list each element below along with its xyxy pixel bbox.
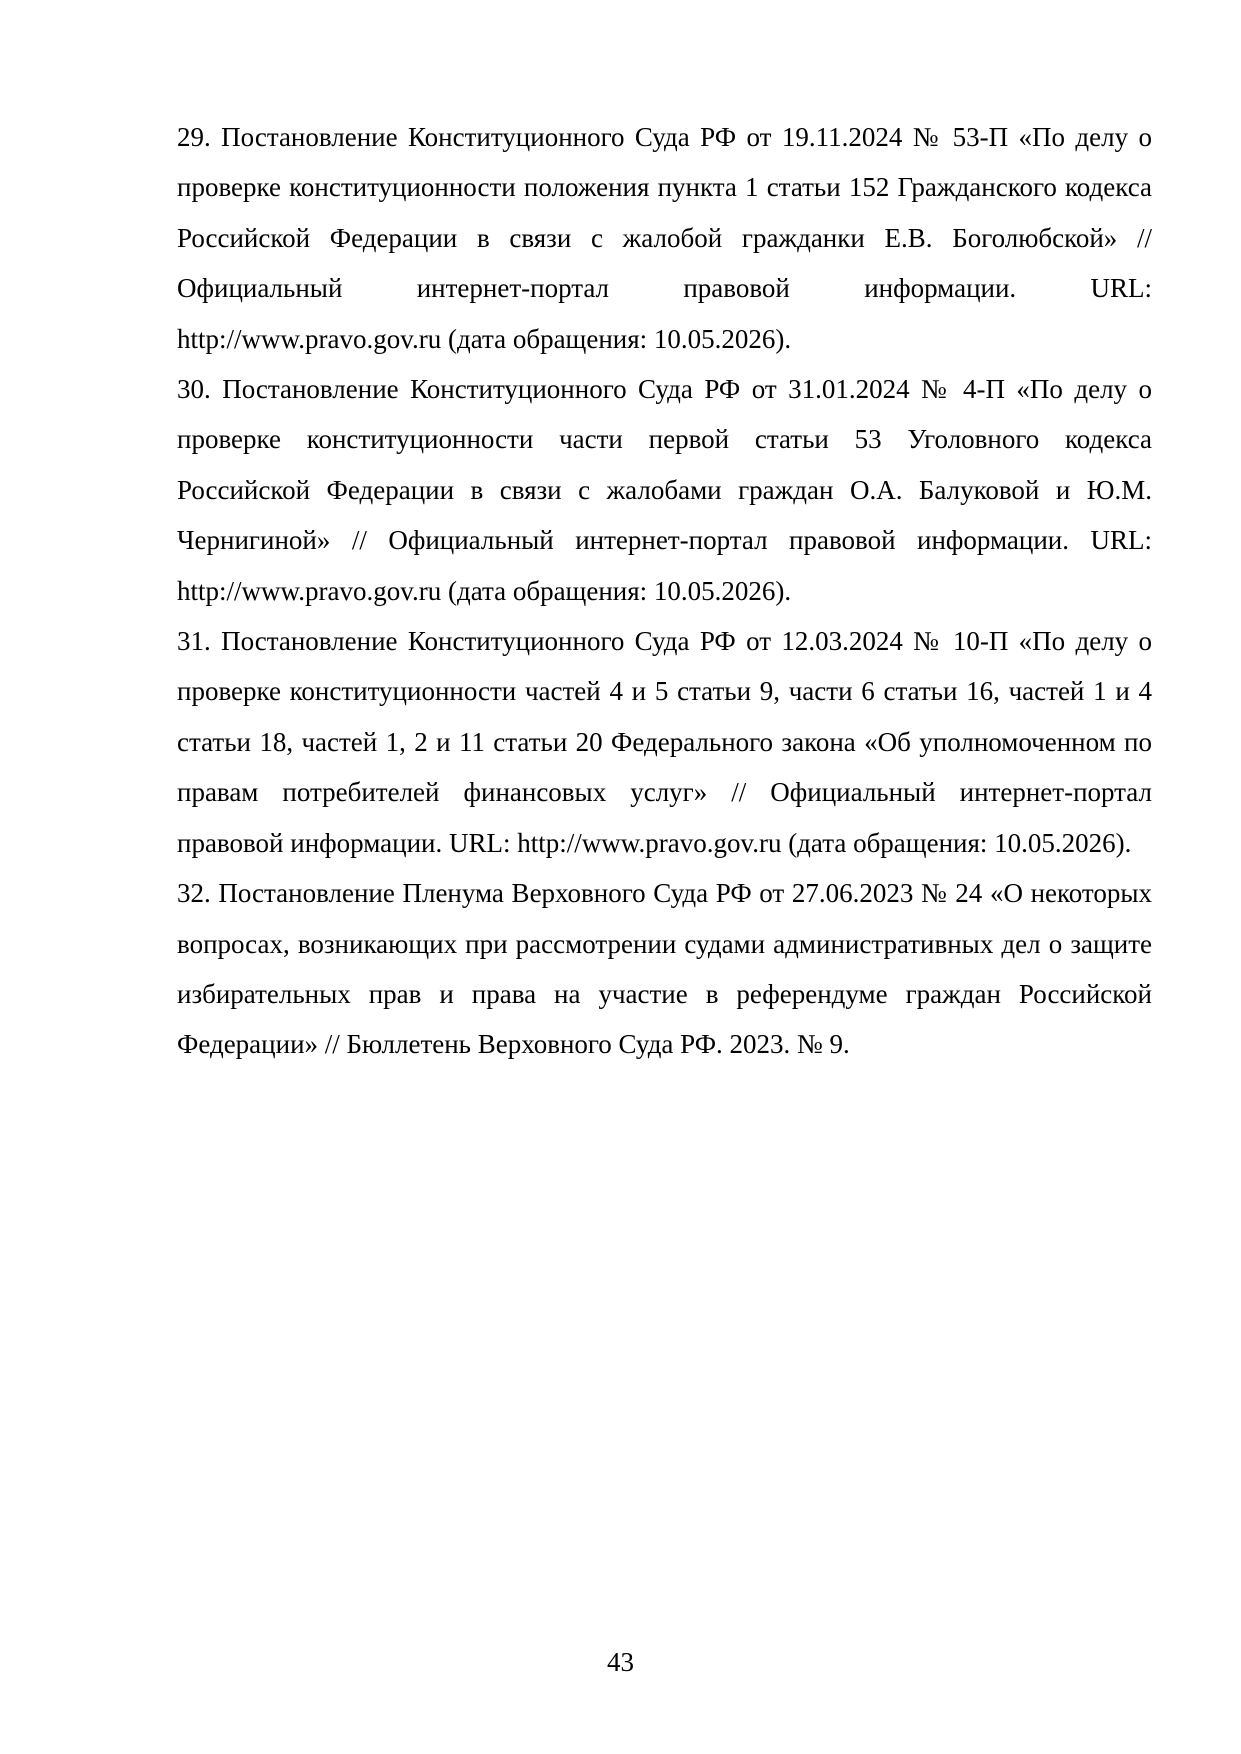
page-number: 43 <box>607 1647 634 1677</box>
reference-item-30: 30. Постановление Конституционного Суда РФ от 31.01.2024 № 4-П «По делу о проверке конституционности части первой статьи 53 Уголовного кодекса Российской Федерации в связи с жалобами граждан О.А. Балуковой и Ю.М. Чернигиной» // Официальный интернет-портал правовой информации. URL: http://www.pravo.gov.ru (дата обращения: 10.05.2026). <box>177 374 1152 606</box>
reference-list <box>177 112 1152 1070</box>
reference-item-31: 31. Постановление Конституционного Суда РФ от 12.03.2024 № 10-П «По делу о проверке конституционности частей 4 и 5 статьи 9, части 6 статьи 16, частей 1 и 4 статьи 18, частей 1, 2 и 11 статьи 20 Федерального закона «Об уполномоченном по правам потребителей финансовых услуг» // Официальный интернет-портал правовой информации. URL: http://www.pravo.gov.ru (дата обращения: 10.05.2026). <box>177 626 1152 858</box>
reference-item-29: 29. Постановление Конституционного Суда РФ от 19.11.2024 № 53-П «По делу о проверке конституционности положения пункта 1 статьи 152 Гражданского кодекса Российской Федерации в связи с жалобой гражданки Е.В. Боголюбской» // Официальный интернет-портал правовой информации. URL: http://www.pravo.gov.ru (дата обращения: 10.05.2026). <box>177 122 1152 354</box>
reference-item-32: 32. Постановление Пленума Верховного Суда РФ от 27.06.2023 № 24 «О некоторых вопросах, возникающих при рассмотрении судами административных дел о защите избирательных прав и права на участие в референдуме граждан Российской Федерации» // Бюллетень Верховного Суда РФ. 2023. № 9. <box>177 878 1152 1060</box>
